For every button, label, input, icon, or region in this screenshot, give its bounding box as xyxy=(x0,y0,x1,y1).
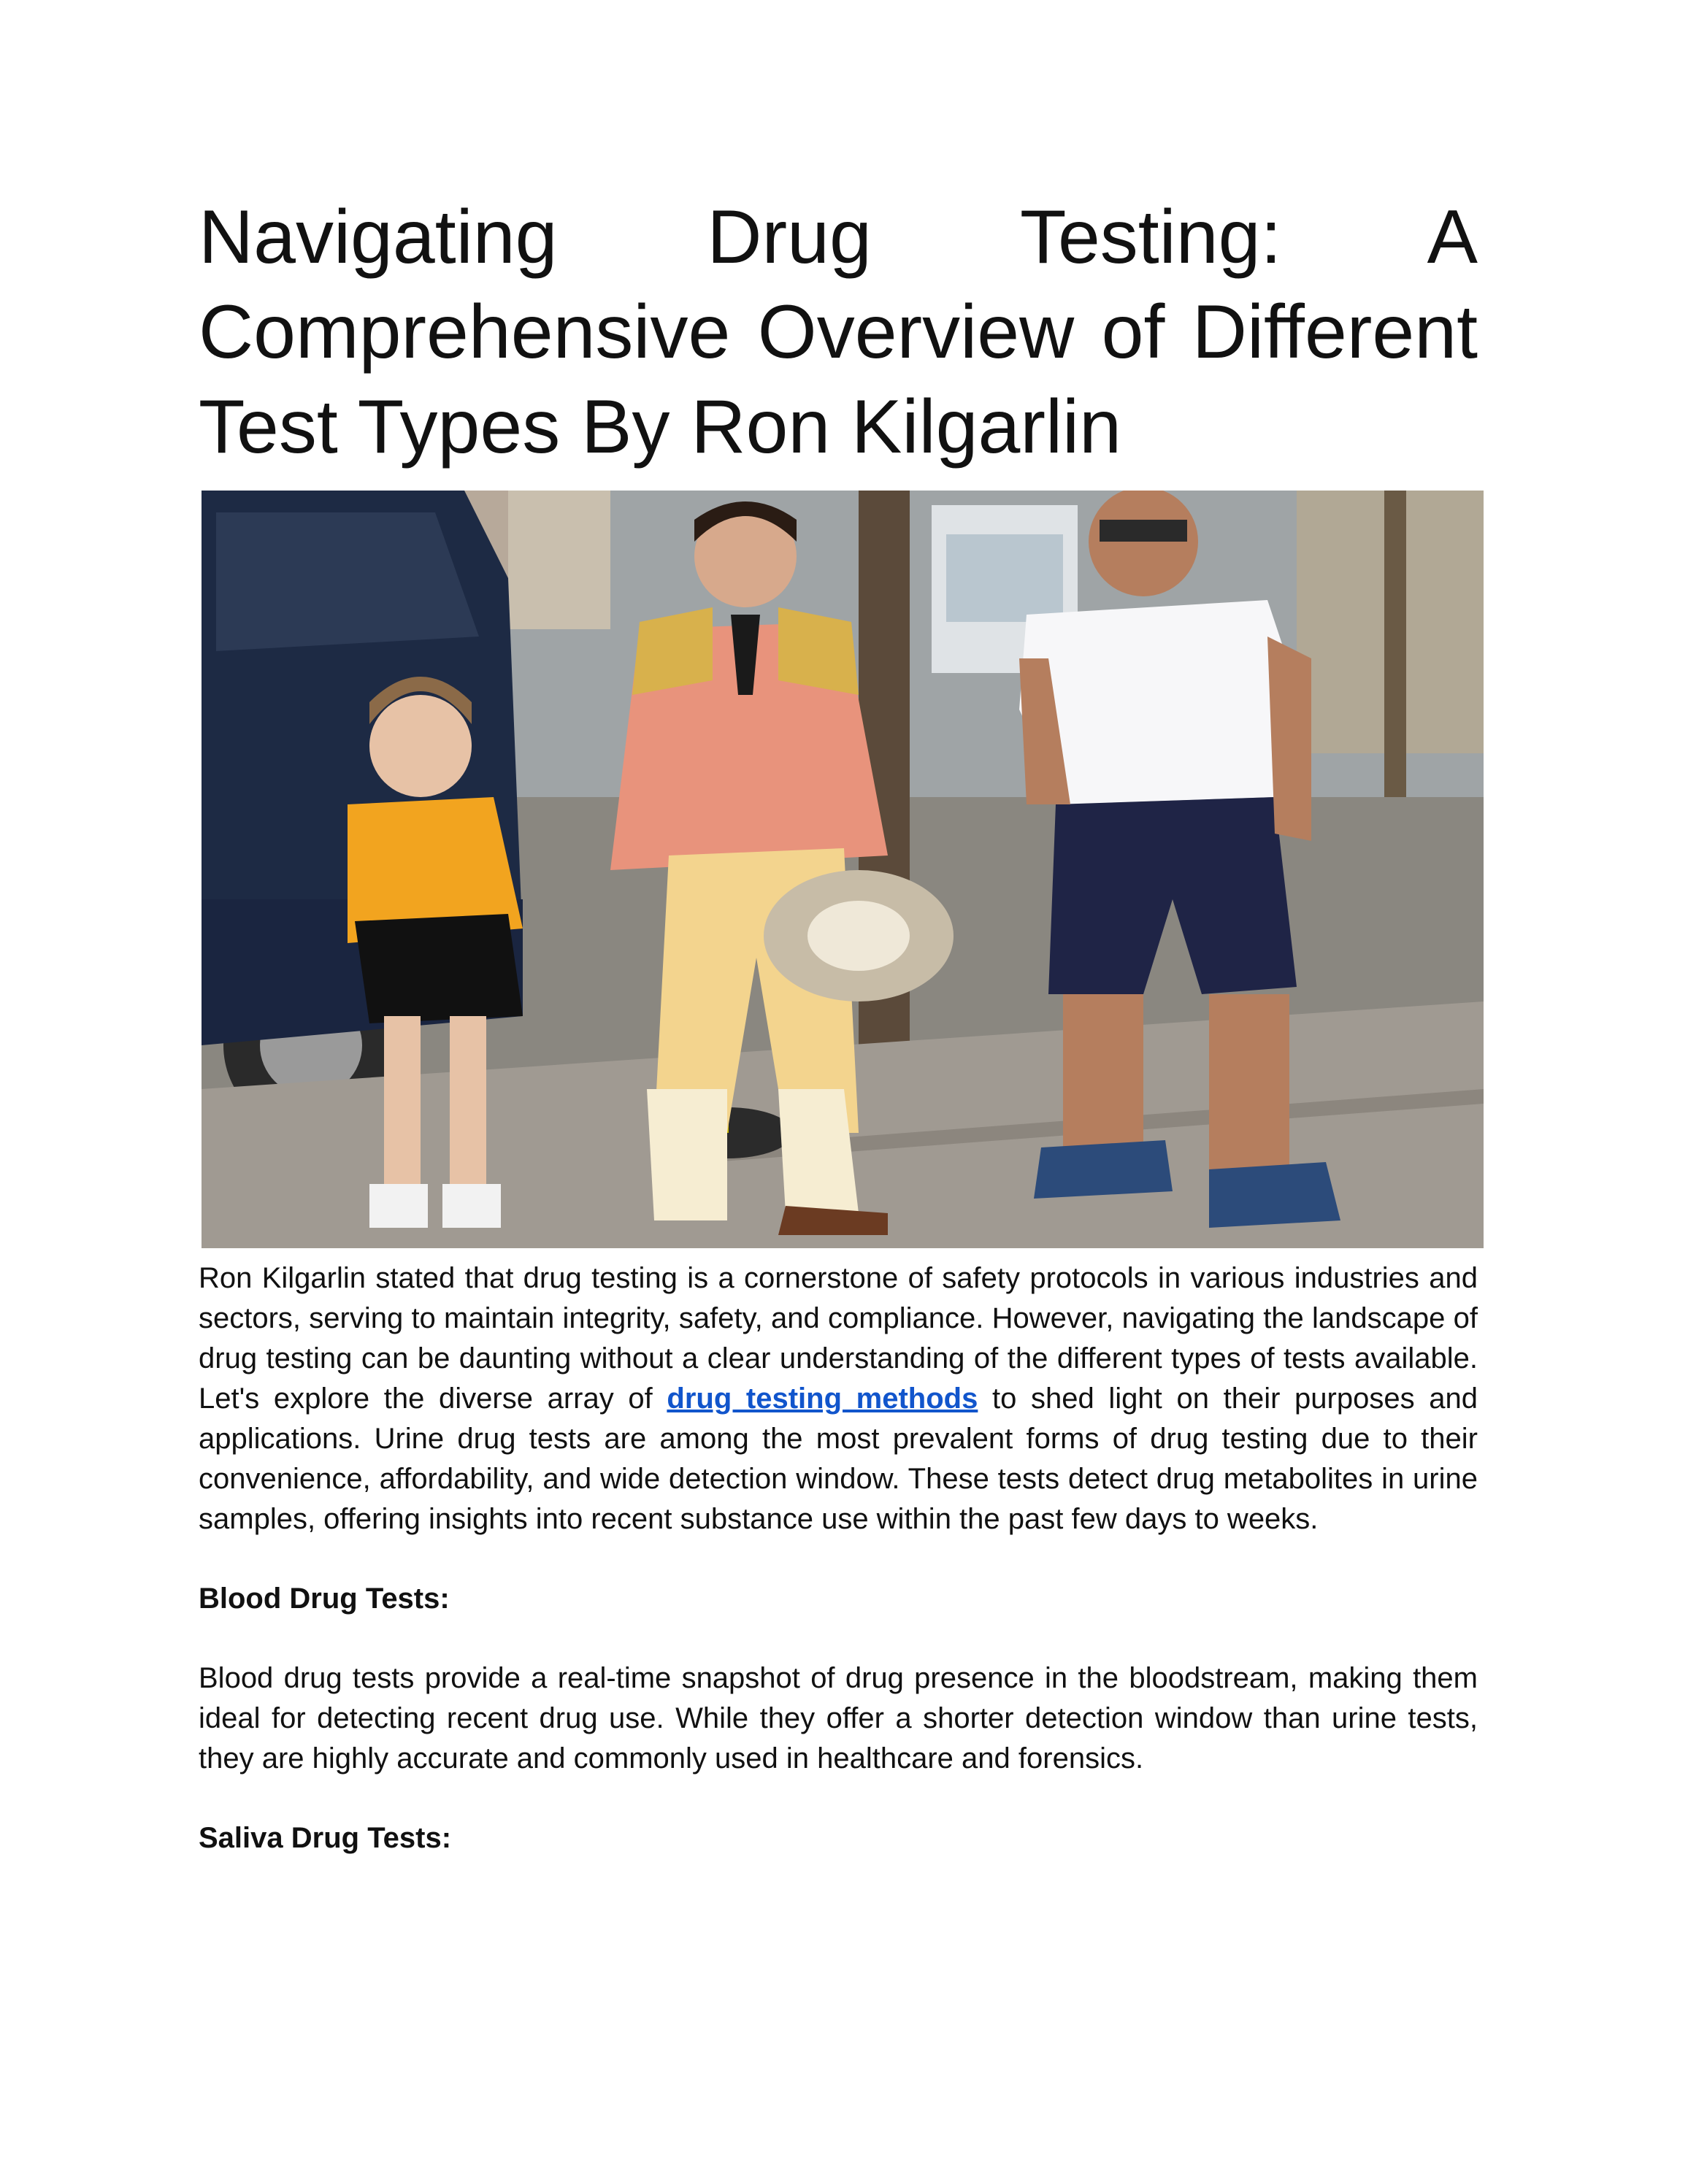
intro-text-after: to shed light on their purposes and applications. Urine drug tests are among the most prevalent forms of drug testing due to their convenience, affordability, and wide detection window. These tests detect drug metabolites in urine samples, offering insights into recent substance use within the past few days to weeks. xyxy=(199,1383,1478,1535)
section-heading-saliva: Saliva Drug Tests: xyxy=(199,1822,452,1854)
section-body-blood: Blood drug tests provide a real-time snapshot of drug presence in the bloodstream, making them ideal for detecting recent drug use. While they offer a shorter detection window than urine tests, they are highly accurate and commonly used in healthcare and forensics. xyxy=(199,1662,1478,1774)
drug-testing-methods-link[interactable]: drug testing methods xyxy=(667,1383,978,1415)
photo-icon xyxy=(202,491,1484,1248)
section-heading-blood: Blood Drug Tests: xyxy=(199,1583,450,1615)
intro-paragraph xyxy=(199,1258,1478,1539)
document-title: Navigating Drug Testing: A Comprehensive Overview of Different Test Types By Ron Kilgarlin xyxy=(199,195,1478,469)
intro-text-before: Ron Kilgarlin stated that drug testing is a cornerstone of safety protocols in various industries and sectors, serving to maintain integrity, safety, and compliance. However, navigating the landscape of drug testing can be daunting without a clear understanding of the different types of tests available. Let's explore the diverse array of xyxy=(199,1262,1478,1415)
document-content xyxy=(199,190,1478,1858)
